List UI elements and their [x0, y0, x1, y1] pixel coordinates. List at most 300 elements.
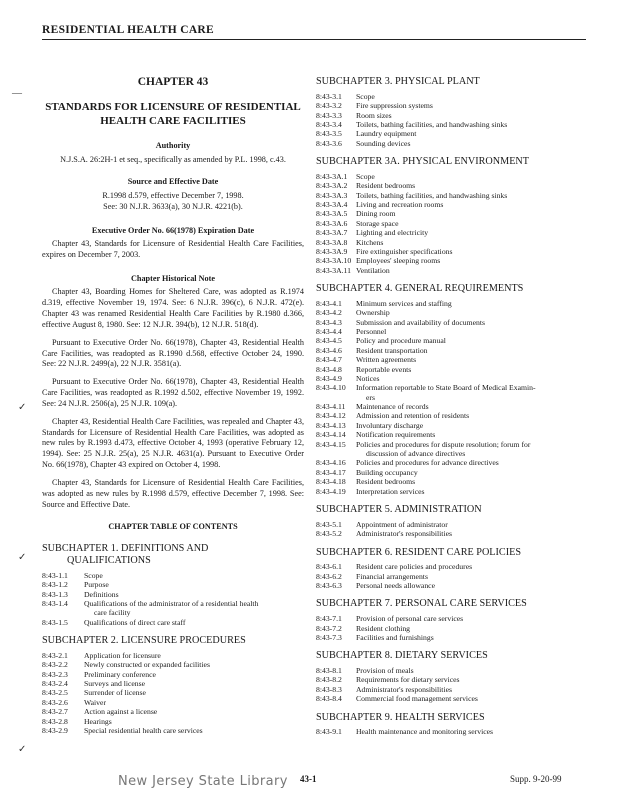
section-number: 8:43-8.1	[316, 666, 342, 675]
section-title-text: Notification requirements	[356, 430, 436, 440]
section-title	[356, 666, 588, 675]
section-title-text: Ownership	[356, 308, 390, 318]
section-number: 8:43-4.13	[316, 420, 346, 430]
toc-title: CHAPTER TABLE OF CONTENTS	[108, 522, 238, 532]
subchapter-8-list	[316, 666, 588, 704]
section-title	[356, 430, 588, 439]
subchapter-4-heading: SUBCHAPTER 4. GENERAL REQUIREMENTS	[316, 283, 524, 295]
running-header: RESIDENTIAL HEALTH CARE	[42, 24, 586, 40]
section-title	[356, 624, 588, 633]
section-title	[356, 129, 588, 138]
section-title	[356, 614, 588, 623]
section-number: 8:43-4.14	[316, 430, 346, 440]
toc-entry	[316, 256, 588, 265]
toc-entry	[42, 580, 304, 589]
subchapter-6-heading: SUBCHAPTER 6. RESIDENT CARE POLICIES	[316, 546, 521, 558]
section-title-text: Provision of meals	[356, 666, 414, 675]
toc-entry	[42, 698, 304, 707]
subchapter-7-list	[316, 614, 588, 642]
section-title-text: Resident care policies and procedures	[356, 562, 473, 572]
section-number: 8:43-4.4	[316, 326, 342, 336]
section-title	[84, 688, 304, 697]
section-title	[356, 318, 588, 327]
subchapter-7-heading: SUBCHAPTER 7. PERSONAL CARE SERVICES	[316, 598, 527, 610]
section-title	[356, 685, 588, 694]
toc-entry	[42, 679, 304, 688]
toc-entry	[316, 120, 588, 129]
page-number: 43-1	[300, 774, 317, 784]
toc-entry	[316, 200, 588, 209]
exec-order-heading: Executive Order No. 66(1978) Expiration Date	[91, 225, 255, 235]
toc-entry	[316, 430, 588, 439]
section-number: 8:43-5.1	[316, 519, 342, 529]
section-title	[356, 402, 588, 411]
toc-entry	[42, 618, 304, 627]
section-title	[356, 477, 588, 486]
section-title-text: Resident bedrooms	[356, 181, 416, 191]
section-title-text: Resident bedrooms	[356, 477, 416, 487]
section-title-text: Personnel	[356, 326, 387, 336]
section-title	[356, 421, 588, 430]
section-number: 8:43-4.16	[316, 458, 346, 468]
section-title-text: Kitchens	[356, 237, 384, 247]
section-number: 8:43-2.5	[42, 688, 68, 698]
section-title	[356, 308, 588, 317]
toc-entry	[316, 402, 588, 411]
section-title	[356, 327, 588, 336]
section-title-text: Policies and procedures for advance directives	[356, 458, 499, 468]
historical-note-paragraph: Pursuant to Executive Order No. 66(1978), Chapter 43, Residential Health Care Facilities, was readopted as R.1990 d.568, effective October 24, 1990. See: 22 N.J.R. 2499(a), 22 N.J.R. 3581(a).	[42, 337, 304, 369]
section-title-text: Surveys and license	[84, 679, 146, 689]
toc-entry	[42, 670, 304, 679]
section-title-text: Commercial food management services	[356, 694, 478, 704]
section-number: 8:43-1.2	[42, 580, 68, 590]
section-number: 8:43-4.5	[316, 336, 342, 346]
section-title	[84, 698, 304, 707]
section-title	[84, 599, 304, 618]
section-title-text: Resident transportation	[356, 345, 428, 355]
section-title-text: Toilets, bathing facilities, and handwashing sinks	[356, 190, 508, 200]
toc-entry	[316, 228, 588, 237]
section-title	[356, 111, 588, 120]
section-number: 8:43-2.3	[42, 669, 68, 679]
section-title-text: Policy and procedure manual	[356, 336, 446, 346]
section-title-text: Lighting and electricity	[356, 228, 429, 238]
section-title	[356, 529, 588, 538]
toc-entry	[316, 520, 588, 529]
section-title-continued: ers	[366, 392, 375, 402]
toc-entry	[316, 458, 588, 467]
section-title-continued: care facility	[94, 608, 131, 618]
section-title-text: Special residential health care services	[84, 725, 203, 735]
section-title-text: Minimum services and staffing	[356, 298, 452, 308]
section-number: 8:43-3A.9	[316, 246, 348, 256]
section-title	[84, 590, 304, 599]
section-number: 8:43-3A.4	[316, 199, 348, 209]
section-title-text: Resident clothing	[356, 623, 411, 633]
section-number: 8:43-3A.10	[316, 256, 352, 266]
section-title	[84, 580, 304, 589]
section-title	[84, 717, 304, 726]
section-title-text: Employees' sleeping rooms	[356, 256, 441, 266]
section-title-text: Health maintenance and monitoring services	[356, 727, 494, 737]
section-number: 8:43-4.17	[316, 467, 346, 477]
section-title	[356, 581, 588, 590]
section-number: 8:43-2.6	[42, 697, 68, 707]
section-title	[356, 181, 588, 190]
section-title-text: Fire suppression systems	[356, 101, 433, 111]
section-title	[356, 139, 588, 148]
section-title-text: Admission and retention of residents	[356, 411, 470, 421]
section-title	[356, 633, 588, 642]
section-title-text: Notices	[356, 373, 380, 383]
historical-note-paragraph: Pursuant to Executive Order No. 66(1978), Chapter 43, Residential Health Care Facilities, was readopted as R.1992 d.502, effective November 19, 1992. See: 24 N.J.R. 2506(a), 25 N.J.R. 109(a).	[42, 377, 304, 408]
section-title-text: Application for licensure	[84, 650, 161, 660]
section-title-text: Administrator's responsibilities	[356, 529, 452, 539]
section-title-text: Action against a license	[84, 707, 158, 717]
section-number: 8:43-2.8	[42, 716, 68, 726]
toc-entry	[316, 191, 588, 200]
section-title-text: Room sizes	[356, 110, 392, 120]
section-title-text: Interpretation services	[356, 486, 425, 496]
margin-mark: —	[12, 88, 22, 99]
section-title	[356, 101, 588, 110]
section-number: 8:43-3A.5	[316, 209, 348, 219]
section-number: 8:43-3.2	[316, 101, 342, 111]
section-title	[356, 468, 588, 477]
section-title	[84, 707, 304, 716]
section-number: 8:43-4.10	[316, 383, 346, 393]
section-title-text: Toilets, bathing facilities, and handwashing sinks	[356, 119, 508, 129]
section-title-text: Building occupancy	[356, 467, 418, 477]
section-title	[84, 660, 304, 669]
source-line-1: R.1998 d.579, effective December 7, 1998.	[102, 190, 244, 200]
section-title	[356, 694, 588, 703]
section-title	[356, 411, 588, 420]
toc-entry	[316, 694, 588, 703]
subchapter-2-heading: SUBCHAPTER 2. LICENSURE PROCEDURES	[42, 635, 246, 647]
section-number: 8:43-6.2	[316, 571, 342, 581]
toc-entry	[316, 129, 588, 138]
section-number: 8:43-4.9	[316, 373, 342, 383]
toc-entry	[316, 336, 588, 345]
section-title-text: Living and recreation rooms	[356, 199, 444, 209]
section-title	[356, 336, 588, 345]
section-number: 8:43-8.3	[316, 684, 342, 694]
toc-entry	[316, 365, 588, 374]
margin-check-mark: ✓	[18, 744, 27, 755]
section-title	[356, 266, 588, 275]
section-number: 8:43-4.18	[316, 477, 346, 487]
section-title	[356, 440, 588, 459]
section-title	[356, 191, 588, 200]
toc-entry	[316, 318, 588, 327]
section-number: 8:43-8.4	[316, 694, 342, 704]
section-title-text: Appointment of administrator	[356, 519, 448, 529]
section-title-text: Qualifications of direct care staff	[84, 617, 186, 627]
section-number: 8:43-2.2	[42, 660, 68, 670]
historical-note-paragraph: Chapter 43, Residential Health Care Facilities, was repealed and Chapter 43, Standards for Licensure of Residential Health Care Facilities, was adopted as new rules by R.1993 d.473, effective October 4, 1993 (operative February 12, 1994). See: 25 N.J.R. 25(a), 25 N.J.R. 4631(a). Pursuant to Executive Order No. 66(1978), Chapter 43 expired on October 4, 1998.	[42, 416, 304, 470]
section-title-text: Personal needs allowance	[356, 581, 435, 590]
section-number: 8:43-3.1	[316, 91, 342, 101]
section-title-text: Purpose	[84, 580, 109, 590]
section-title	[84, 618, 304, 627]
section-title-text: Ventilation	[356, 265, 390, 275]
section-title-continued: discussion of advance directives	[366, 449, 466, 459]
section-number: 8:43-3.4	[316, 119, 342, 129]
toc-entry	[316, 685, 588, 694]
toc-entry	[316, 727, 588, 736]
section-title	[356, 209, 588, 218]
toc-entry	[316, 477, 588, 486]
section-number: 8:43-4.6	[316, 345, 342, 355]
section-title-text: Information reportable to State Board of Medical Examin-	[356, 383, 536, 393]
subchapter-5-list	[316, 520, 588, 539]
section-title	[356, 520, 588, 529]
section-number: 8:43-3.3	[316, 110, 342, 120]
section-number: 8:43-3.5	[316, 129, 342, 139]
section-number: 8:43-1.5	[42, 617, 68, 627]
toc-entry	[316, 172, 588, 181]
section-number: 8:43-4.1	[316, 298, 342, 308]
toc-entry	[316, 440, 588, 459]
toc-entry	[316, 383, 588, 402]
section-title-text: Facilities and furnishings	[356, 632, 434, 642]
toc-entry	[316, 209, 588, 218]
toc-entry	[316, 487, 588, 496]
section-title	[356, 92, 588, 101]
historical-note-paragraph: Chapter 43, Boarding Homes for Sheltered Care, was adopted as R.1974 d.319, effective November 19, 1974. See: 6 N.J.R. 396(c), 6 N.J.R. 472(e). Chapter 43 was renamed Residential Health Care Facilities by R.1980 d.366, effective August 8, 1980. See: 12 N.J.R. 394(b), 12 N.J.R. 518(d).	[42, 287, 304, 329]
section-number: 8:43-1.1	[42, 570, 68, 580]
toc-entry	[316, 346, 588, 355]
toc-entry	[42, 726, 304, 735]
subchapter-3-heading: SUBCHAPTER 3. PHYSICAL PLANT	[316, 76, 480, 87]
section-title-text: Involuntary discharge	[356, 420, 424, 430]
section-number: 8:43-7.1	[316, 614, 342, 624]
section-title-text: Requirements for dietary services	[356, 675, 460, 685]
section-number: 8:43-2.9	[42, 725, 68, 735]
toc-entry	[42, 599, 304, 618]
section-title	[356, 374, 588, 383]
left-column	[42, 76, 304, 735]
section-title	[84, 726, 304, 735]
section-title	[356, 458, 588, 467]
section-title	[356, 247, 588, 256]
section-number: 8:43-3A.8	[316, 237, 348, 247]
section-title-text: Submission and availability of documents	[356, 317, 485, 327]
section-title-text: Newly constructed or expanded facilities	[84, 660, 210, 670]
subchapter-9-heading: SUBCHAPTER 9. HEALTH SERVICES	[316, 711, 485, 723]
source-line-2: See: 30 N.J.R. 3633(a), 30 N.J.R. 4221(b).	[103, 201, 243, 211]
toc-entry	[42, 660, 304, 669]
section-title-text: Sounding devices	[356, 138, 411, 148]
toc-entry	[316, 92, 588, 101]
supplement-date: Supp. 9-20-99	[510, 774, 562, 784]
section-number: 8:43-2.1	[42, 650, 68, 660]
section-title	[356, 383, 588, 402]
section-number: 8:43-4.2	[316, 308, 342, 318]
section-number: 8:43-9.1	[316, 727, 342, 737]
historical-note	[42, 287, 304, 510]
section-title	[356, 120, 588, 129]
subchapter-3-list	[316, 92, 588, 148]
section-number: 8:43-5.2	[316, 529, 342, 539]
section-number: 8:43-4.8	[316, 364, 342, 374]
section-number: 8:43-6.3	[316, 581, 342, 590]
authority-text: N.J.S.A. 26:2H-1 et seq., specifically as amended by P.L. 1998, c.43.	[60, 154, 286, 164]
toc-entry	[42, 590, 304, 599]
toc-entry	[316, 666, 588, 675]
toc-entry	[316, 355, 588, 364]
toc-entry	[316, 572, 588, 581]
toc-entry	[316, 675, 588, 684]
section-title-text: Hearings	[84, 716, 112, 726]
section-number: 8:43-1.3	[42, 589, 68, 599]
section-title-text: Policies and procedures for dispute resolution; forum for	[356, 439, 531, 449]
section-title	[356, 355, 588, 364]
toc-entry	[316, 266, 588, 275]
toc-entry	[316, 633, 588, 642]
toc-entry	[42, 571, 304, 580]
toc-entry	[316, 624, 588, 633]
toc-entry	[316, 111, 588, 120]
section-number: 8:43-3A.7	[316, 228, 348, 238]
subchapter-4-list	[316, 299, 588, 496]
section-number: 8:43-4.12	[316, 411, 346, 421]
section-title-text: Definitions	[84, 589, 119, 599]
section-title-text: Surrender of license	[84, 688, 146, 698]
section-title	[84, 571, 304, 580]
section-title-text: Fire extinguisher specifications	[356, 246, 453, 256]
section-title	[356, 562, 588, 571]
toc-entry	[42, 651, 304, 660]
toc-entry	[316, 529, 588, 538]
subchapter-1-heading: SUBCHAPTER 1. DEFINITIONS AND QUALIFICATIONS	[42, 543, 209, 567]
toc-entry	[316, 411, 588, 420]
section-number: 8:43-4.11	[316, 402, 346, 412]
toc-entry	[316, 139, 588, 148]
library-stamp: New Jersey State Library	[118, 774, 288, 789]
historical-note-paragraph: Chapter 43, Standards for Licensure of Residential Health Care Facilities, was adopted as new rules by R.1998 d.579, effective December 7, 1998. See: Source and Effective Date.	[42, 477, 304, 509]
section-title	[84, 679, 304, 688]
section-title	[356, 172, 588, 181]
section-title	[84, 651, 304, 660]
chapter-title: STANDARDS FOR LICENSURE OF RESIDENTIAL HEALTH CARE FACILITIES	[45, 101, 301, 128]
section-number: 8:43-4.7	[316, 355, 342, 365]
toc-entry	[316, 562, 588, 571]
section-title-text: Scope	[356, 91, 375, 101]
subchapter-6-list	[316, 562, 588, 590]
section-number: 8:43-7.2	[316, 623, 342, 633]
section-title-text: Scope	[84, 570, 103, 580]
section-title	[84, 670, 304, 679]
section-title-text: Laundry equipment	[356, 129, 417, 139]
section-number: 8:43-4.3	[316, 317, 342, 327]
toc-entry	[316, 299, 588, 308]
section-title-text: Storage space	[356, 218, 399, 228]
section-number: 8:43-3A.11	[316, 265, 351, 275]
subchapter-2-list	[42, 651, 304, 736]
section-number: 8:43-2.7	[42, 707, 68, 717]
subchapter-3a-heading: SUBCHAPTER 3A. PHYSICAL ENVIRONMENT	[316, 156, 530, 168]
section-number: 8:43-4.15	[316, 439, 346, 449]
section-title	[356, 299, 588, 308]
toc-entry	[316, 101, 588, 110]
section-number: 8:43-3A.2	[316, 181, 348, 191]
section-title	[356, 572, 588, 581]
toc-entry	[316, 614, 588, 623]
section-number: 8:43-1.4	[42, 598, 68, 608]
section-title	[356, 727, 588, 736]
subchapter-1-list	[42, 571, 304, 627]
section-number: 8:43-3A.1	[316, 171, 348, 181]
section-title	[356, 238, 588, 247]
section-title-text: Provision of personal care services	[356, 614, 464, 624]
toc-entry	[316, 219, 588, 228]
right-column	[316, 76, 588, 737]
section-title-text: Preliminary conference	[84, 669, 156, 679]
section-number: 8:43-3A.3	[316, 190, 348, 200]
section-number: 8:43-8.2	[316, 675, 342, 685]
toc-entry	[42, 707, 304, 716]
section-title-text: Written agreements	[356, 355, 417, 365]
toc-entry	[316, 421, 588, 430]
section-number: 8:43-4.19	[316, 486, 346, 496]
section-number: 8:43-7.3	[316, 632, 342, 642]
subchapter-5-heading: SUBCHAPTER 5. ADMINISTRATION	[316, 504, 482, 515]
chapter-number: CHAPTER 43	[137, 76, 209, 88]
section-title-text: Qualifications of the administrator of a residential health	[84, 598, 259, 608]
margin-check-mark: ✓	[18, 552, 27, 563]
source-heading: Source and Effective Date	[127, 176, 219, 186]
section-number: 8:43-3A.6	[316, 218, 348, 228]
section-title	[356, 228, 588, 237]
toc-entry	[316, 468, 588, 477]
toc-entry	[316, 238, 588, 247]
section-title	[356, 675, 588, 684]
historical-note-heading: Chapter Historical Note	[131, 274, 215, 284]
exec-order-text: Chapter 43, Standards for Licensure of Residential Health Care Facilities, expires on December 7, 2003.	[42, 238, 304, 259]
subchapter-8-heading: SUBCHAPTER 8. DIETARY SERVICES	[316, 650, 488, 662]
toc-entry	[316, 181, 588, 190]
section-title-text: Financial arrangements	[356, 571, 428, 581]
toc-entry	[316, 327, 588, 336]
section-number: 8:43-2.4	[42, 679, 68, 689]
toc-entry	[316, 581, 588, 590]
toc-entry	[316, 374, 588, 383]
section-title-text: Maintenance of records	[356, 402, 429, 412]
section-title	[356, 487, 588, 496]
toc-entry	[42, 688, 304, 697]
section-title-text: Dining room	[356, 209, 396, 219]
section-title-text: Reportable events	[356, 364, 412, 374]
section-number: 8:43-6.1	[316, 562, 342, 572]
margin-check-mark: ✓	[18, 402, 27, 413]
subchapter-3a-list	[316, 172, 588, 275]
authority-heading: Authority	[155, 140, 191, 150]
section-title	[356, 219, 588, 228]
section-title-text: Scope	[356, 171, 375, 181]
section-title	[356, 256, 588, 265]
section-title	[356, 200, 588, 209]
section-title-text: Waiver	[84, 697, 107, 707]
toc-entry	[42, 717, 304, 726]
section-number: 8:43-3.6	[316, 138, 342, 148]
toc-entry	[316, 308, 588, 317]
section-title	[356, 346, 588, 355]
toc-entry	[316, 247, 588, 256]
section-title	[356, 365, 588, 374]
